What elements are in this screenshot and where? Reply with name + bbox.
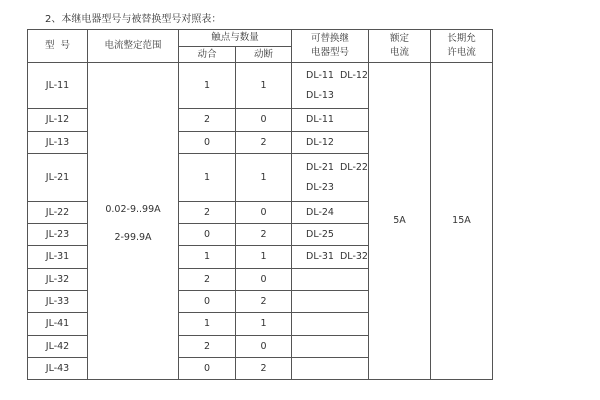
replace-cell xyxy=(292,224,369,246)
model-cell: JL-43 xyxy=(28,358,88,380)
break-count-cell: 2 xyxy=(236,132,292,154)
replace-cell xyxy=(292,109,369,132)
model-cell: JL-42 xyxy=(28,336,88,358)
make-count-cell: 1 xyxy=(179,63,236,109)
header-replace-line1: 可替换继 xyxy=(310,33,349,44)
table-row xyxy=(28,63,493,109)
replace-cell xyxy=(292,132,369,154)
range-cell xyxy=(88,63,179,380)
replace-cell xyxy=(292,246,369,269)
header-longterm-line1: 长期允 xyxy=(447,33,476,44)
make-count-cell: 1 xyxy=(179,313,236,336)
break-count-cell: 2 xyxy=(236,291,292,313)
header-longterm xyxy=(430,30,492,63)
make-count-cell: 2 xyxy=(179,109,236,132)
replace-model: DL-11 xyxy=(306,114,334,125)
model-cell: JL-33 xyxy=(28,291,88,313)
replace-model: DL-13 xyxy=(306,89,334,101)
break-count-cell: 1 xyxy=(236,154,292,202)
header-make: 动合 xyxy=(179,47,236,63)
make-count-cell: 0 xyxy=(179,358,236,380)
replace-model: DL-21 DL-22 xyxy=(306,161,368,173)
make-count-cell: 2 xyxy=(179,336,236,358)
replace-model: DL-31 DL-32 xyxy=(306,251,368,262)
model-cell: JL-13 xyxy=(28,132,88,154)
make-count-cell: 1 xyxy=(179,246,236,269)
longterm-current-cell: 15A xyxy=(430,63,492,380)
replace-cell xyxy=(292,154,369,202)
header-rated-line1: 额定 xyxy=(389,33,409,44)
make-count-cell: 0 xyxy=(179,132,236,154)
replace-cell xyxy=(292,63,369,109)
replace-cell xyxy=(292,336,369,358)
replace-model: DL-23 xyxy=(306,181,334,193)
relay-comparison-table xyxy=(27,29,493,380)
range-line2: 2-99.9A xyxy=(114,232,152,243)
break-count-cell: 2 xyxy=(236,358,292,380)
replace-model: DL-24 xyxy=(306,206,334,218)
replace-cell xyxy=(292,313,369,336)
model-cell: JL-41 xyxy=(28,313,88,336)
break-count-cell: 2 xyxy=(236,224,292,246)
replace-model: DL-11 DL-12 xyxy=(306,69,368,81)
header-break: 动断 xyxy=(236,47,292,63)
header-contacts: 触点与数量 xyxy=(179,30,292,47)
make-count-cell: 1 xyxy=(179,154,236,202)
header-replace-line2: 电器型号 xyxy=(310,47,349,58)
header-range: 电流整定范围 xyxy=(88,30,179,63)
break-count-cell: 1 xyxy=(236,63,292,109)
header-rated xyxy=(368,30,430,63)
model-cell: JL-11 xyxy=(28,63,88,109)
make-count-cell: 2 xyxy=(179,202,236,224)
header-longterm-line2: 许电流 xyxy=(447,47,476,58)
make-count-cell: 2 xyxy=(179,269,236,291)
section-title: 2、本继电器型号与被替换型号对照表： xyxy=(45,14,222,25)
model-cell: JL-22 xyxy=(28,202,88,224)
break-count-cell: 0 xyxy=(236,269,292,291)
replace-model: DL-12 xyxy=(306,136,334,148)
break-count-cell: 0 xyxy=(236,202,292,224)
header-model: 型 号 xyxy=(28,30,88,63)
break-count-cell: 0 xyxy=(236,109,292,132)
break-count-cell: 0 xyxy=(236,336,292,358)
replace-cell xyxy=(292,269,369,291)
model-cell: JL-31 xyxy=(28,246,88,269)
header-replace xyxy=(292,30,369,63)
rated-current-cell: 5A xyxy=(368,63,430,380)
replace-cell xyxy=(292,291,369,313)
range-line1: 0.02-9..99A xyxy=(105,204,161,215)
break-count-cell: 1 xyxy=(236,246,292,269)
model-cell: JL-21 xyxy=(28,154,88,202)
make-count-cell: 0 xyxy=(179,291,236,313)
header-rated-line2: 电流 xyxy=(389,47,409,58)
replace-cell xyxy=(292,202,369,224)
replace-cell xyxy=(292,358,369,380)
model-cell: JL-32 xyxy=(28,269,88,291)
model-cell: JL-12 xyxy=(28,109,88,132)
make-count-cell: 0 xyxy=(179,224,236,246)
break-count-cell: 1 xyxy=(236,313,292,336)
model-cell: JL-23 xyxy=(28,224,88,246)
replace-model: DL-25 xyxy=(306,228,334,240)
